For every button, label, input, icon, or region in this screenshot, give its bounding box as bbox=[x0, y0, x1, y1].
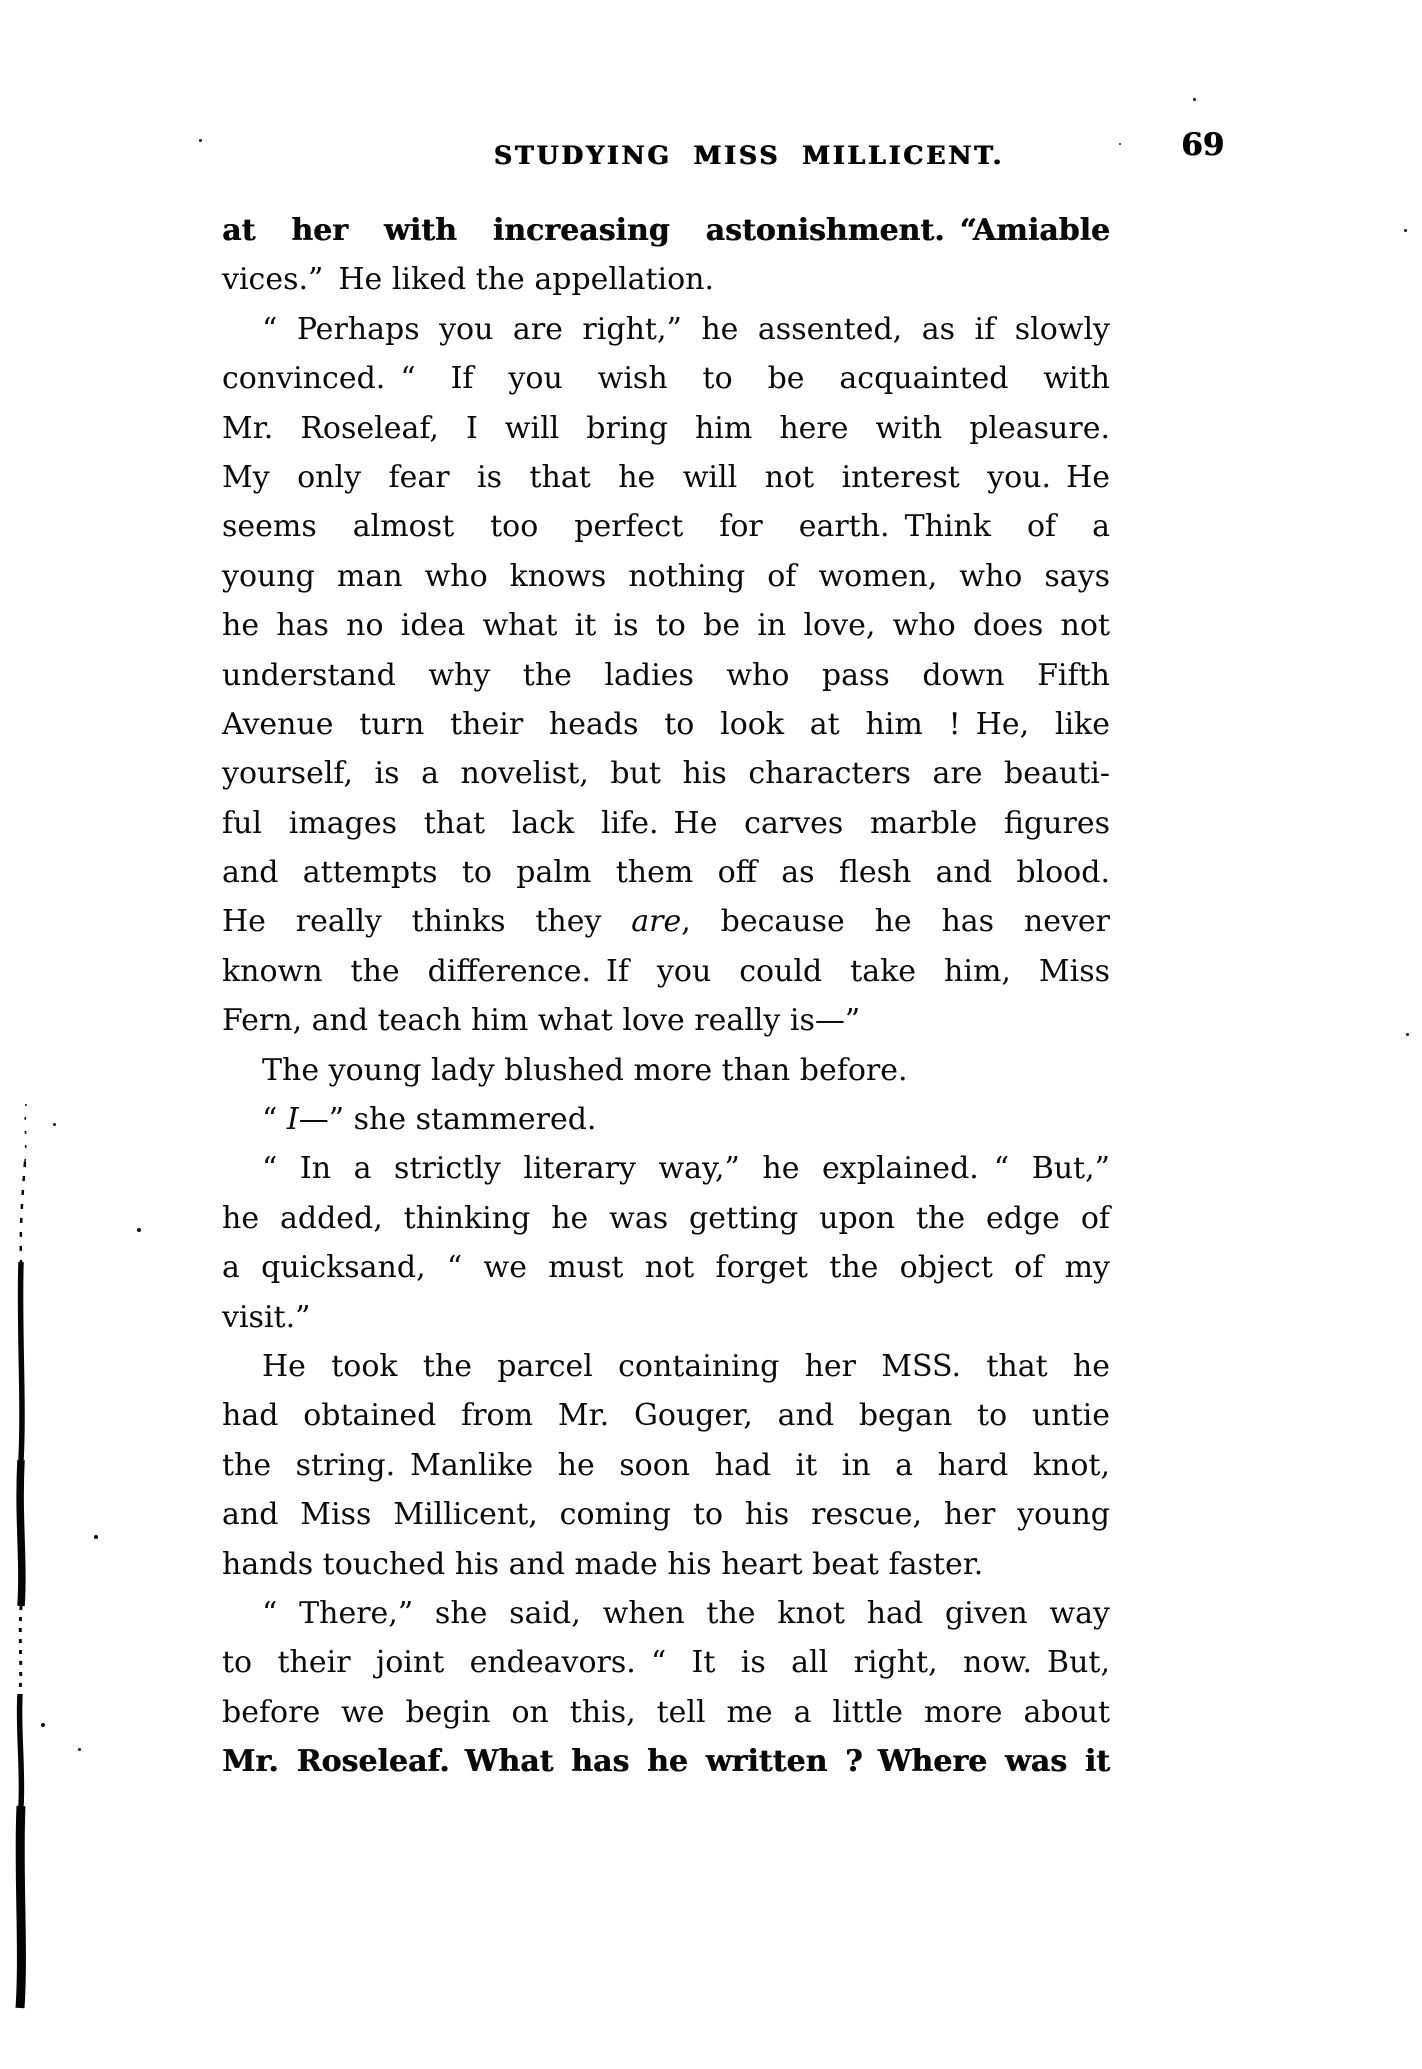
text-line: to their joint endeavors. “ It is all right, now. But, bbox=[222, 1645, 1110, 1681]
text-line: visit.” bbox=[222, 1299, 311, 1335]
text-line: young man who knows nothing of women, who says bbox=[222, 558, 1110, 594]
text-line: “ I—” she stammered. bbox=[262, 1102, 597, 1138]
text-line: convinced. “ If you wish to be acquainted with bbox=[222, 361, 1110, 397]
text-line: vices.” He liked the appellation. bbox=[222, 262, 715, 298]
running-header: STUDYING MISS MILLICENT. bbox=[494, 141, 1005, 170]
text-line: had obtained from Mr. Gouger, and began to untie bbox=[222, 1398, 1110, 1434]
page-text bbox=[222, 206, 1110, 1787]
text-line: seems almost too perfect for earth. Think of a bbox=[222, 509, 1110, 545]
text-line: The young lady blushed more than before. bbox=[262, 1052, 908, 1088]
text-line: and attempts to palm them off as flesh and blood. bbox=[222, 855, 1110, 891]
text-line: Mr. Roseleaf. What has he written ? Where was it bbox=[222, 1744, 1110, 1780]
text-line: understand why the ladies who pass down Fifth bbox=[222, 657, 1110, 693]
text-line: Mr. Roseleaf, I will bring him here with pleasure. bbox=[222, 410, 1110, 446]
text-line: Avenue turn their heads to look at him ! He, like bbox=[222, 706, 1110, 742]
text-line: hands touched his and made his heart beat faster. bbox=[222, 1546, 984, 1582]
page-number: 69 bbox=[1181, 127, 1225, 163]
text-line: “ Perhaps you are right,” he assented, as if slowly bbox=[262, 311, 1110, 347]
text-line: “ There,” she said, when the knot had given way bbox=[262, 1595, 1110, 1631]
text-line: He really thinks they are, because he has never bbox=[222, 904, 1111, 940]
text-line: he added, thinking he was getting upon the edge of bbox=[222, 1200, 1110, 1236]
text-line: “ In a strictly literary way,” he explained. “ But,” bbox=[262, 1151, 1110, 1187]
text-line: he has no idea what it is to be in love, who does not bbox=[222, 608, 1110, 644]
text-line: a quicksand, “ we must not forget the object of my bbox=[222, 1250, 1110, 1286]
text-line: He took the parcel containing her MSS. that he bbox=[262, 1348, 1110, 1384]
text-line: My only fear is that he will not interest you. He bbox=[222, 459, 1110, 495]
text-line: ful images that lack life. He carves marble figures bbox=[222, 805, 1110, 841]
text-line: and Miss Millicent, coming to his rescue, her young bbox=[222, 1497, 1110, 1533]
text-line: known the difference. If you could take him, Miss bbox=[222, 953, 1110, 989]
text-line: Fern, and teach him what love really is—” bbox=[222, 1003, 861, 1039]
text-line: the string. Manlike he soon had it in a hard knot, bbox=[222, 1447, 1110, 1483]
text-line: before we begin on this, tell me a little more about bbox=[222, 1694, 1110, 1730]
text-line: yourself, is a novelist, but his characters are beauti- bbox=[222, 756, 1110, 792]
text-line: at her with increasing astonishment. “Amiable bbox=[222, 213, 1110, 248]
